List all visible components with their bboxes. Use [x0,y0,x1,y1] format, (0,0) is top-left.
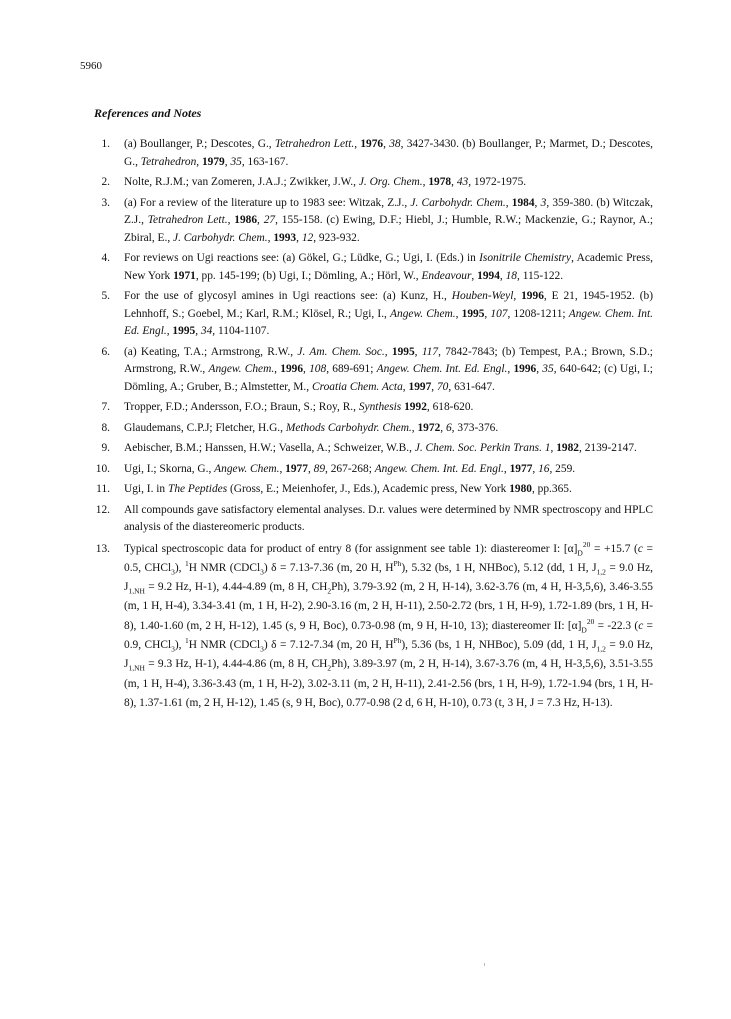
reference-item [80,344,653,397]
reference-number: 12. [95,503,110,516]
reference-text: (a) For a review of the literature up to 1983 see: Witzak, Z.J., J. Carbohydr. Chem., 1984, 3, 359-380. (b) Witczak, Z.J., Tetrahedron Lett., 1986, 27, 155-158. (c) Ewing, D.F.; Hiebl, J.; Humble, R.W.; Mackenzie, G.; Raynor, A.; Zbiral, E., J. Carbohydr. Chem., 1993, 12, 923-932. [124,196,653,244]
reference-item [80,250,653,285]
reference-text: Aebischer, B.M.; Hanssen, H.W.; Vasella, A.; Schweizer, W.B., J. Chem. Soc. Perkin Trans. 1, 1982, 2139-2147. [124,442,637,454]
reference-number: 10. [95,462,110,475]
reference-number: 1. [101,138,110,150]
reference-number: 4. [101,252,110,264]
reference-text: For reviews on Ugi reactions see: (a) Gökel, G.; Lüdke, G.; Ugi, I. (Eds.) in Isonitrile Chemistry, Academic Press, New York 1971, pp. 145-199; (b) Ugi, I.; Dömling, A.; Hörl, W., Endeavour, 1994, 18, 115-122. [124,252,653,282]
reference-item [80,399,653,417]
reference-number: 2. [101,176,110,188]
reference-text: Ugi, I. in The Peptides (Gross, E.; Meienhofer, J., Eds.), Academic press, New York 1980, pp.365. [124,483,572,495]
reference-text: Glaudemans, C.P.J; Fletcher, H.G., Methods Carbohydr. Chem., 1972, 6, 373-376. [124,421,499,434]
reference-number: 11. [96,483,110,495]
reference-text: All compounds gave satisfactory elemental analyses. D.r. values were determined by NMR spectroscopy and HPLC analysis of the diastereomeric products. [124,503,653,533]
reference-list [80,136,653,716]
reference-text: Nolte, R.J.M.; van Zomeren, J.A.J.; Zwikker, J.W., J. Org. Chem., 1978, 43, 1972-1975. [124,176,527,188]
reference-number: 13. [95,542,110,555]
reference-number: 9. [101,442,110,454]
reference-item [80,420,653,438]
reference-text: Typical spectroscopic data for product of entry 8 (for assignment see table 1): diastereomer I: $[\alpha]_D^{20} = +15.7$ (c = 0.5, CHCl$_3$), $^1$H NMR (CDCl$_3$) δ = 7.13-7.36 (m, 20 H, $H^{Ph}$), 5.32 (bs, 1 H, NHBoc), 5.12 (dd, 1 H, $J_{1,2} = 9.0$ Hz, $J_{1,NH} = 9.2$ Hz, H-1), 4.44-4.89 (m, 8 H, $CH_2Ph$), 3.79-3.92 (m, 2 H, H-14), 3.62-3.76 (m, 4 H, H-3,5,6), 3.46-3.55 (m, 1 H, H-4), 3.34-3.41 (m, 1 H, H-2), 2.90-3.16 (m, 2 H, H-11), 2.50-2.72 (brs, 1 H, H-9), 1.72-1.89 (brs, 1 H, H-8), 1.40-1.60 (m, 2 H, H-12), 1.45 (s, 9 H, Boc), 0.73-0.98 (m, 9 H, H-10, 13); diastereomer II: $[\alpha]_D^{20} = -22.3$ (c = 0.9, CHCl$_3$), $^1$H NMR (CDCl$_3$) δ = 7.12-7.34 (m, 20 H, $H^{Ph}$), 5.36 (bs, 1 H, NHBoc), 5.09 (dd, 1 H, $J_{1,2} = 9.0$ Hz, $J_{1,NH} = 9.3$ Hz, H-1), 4.44-4.86 (m, 8 H, $CH_2Ph$), 3.89-3.97 (m, 2 H, H-14), 3.67-3.76 (m, 4 H, H-3,5,6), 3.51-3.55 (m, 1 H, H-4), 3.36-3.43 (m, 1 H, H-2), 3.02-3.11 (m, 2 H, H-11), 2.41-2.56 (brs, 1 H, H-9), 1.72-1.94 (brs, 1 H, H-8), 1.37-1.61 (m, 2 H, H-12), 1.45 (s, 9 H, Boc), 0.77-0.98 (2 d, 6 H, H-10), 0.73 (t, 3 H, J = 7.3 Hz, H-13). [124,539,654,709]
reference-text: Ugi, I.; Skorna, G., Angew. Chem., 1977, 89, 267-268; Angew. Chem. Int. Ed. Engl., 1977, 16, 259. [124,462,576,475]
reference-text: (a) Keating, T.A.; Armstrong, R.W., J. Am. Chem. Soc., 1995, 117, 7842-7843; (b) Tempest, P.A.; Brown, S.D.; Armstrong, R.W., Angew. Chem., 1996, 108, 689-691; Angew. Chem. Int. Ed. Engl., 1996, 35, 640-642; (c) Ugi, I.; Dömling, A.; Gruber, B.; Almstetter, M., Croatia Chem. Acta, 1997, 70, 631-647. [124,345,653,393]
reference-item [80,540,653,714]
reference-text: Tropper, F.D.; Andersson, F.O.; Braun, S.; Roy, R., Synthesis 1992, 618-620. [124,401,474,413]
page-number: 5960 [80,60,102,72]
reference-text: For the use of glycosyl amines in Ugi reactions see: (a) Kunz, H., Houben-Weyl, 1996, E 21, 1945-1952. (b) Lehnhoff, S.; Goebel, M.; Karl, R.M.; Klösel, R.; Ugi, I., Angew. Chem., 1995, 107, 1208-1211; Angew. Chem. Int. Ed. Engl., 1995, 34, 1104-1107. [124,290,654,337]
reference-item [80,136,653,171]
reference-number: 6. [101,345,110,358]
reference-item [80,288,653,341]
reference-number: 8. [101,421,110,434]
scan-speck [484,963,485,966]
reference-text: (a) Boullanger, P.; Descotes, G., Tetrahedron Lett., 1976, 38, 3427-3430. (b) Boullanger, P.; Marmet, D.; Descotes, G., Tetrahedron, 1979, 35, 163-167. [124,138,653,168]
reference-item [80,481,653,499]
reference-item [80,174,653,192]
reference-item [80,461,653,479]
reference-number: 3. [101,196,110,209]
reference-item [80,502,653,537]
reference-number: 7. [101,401,110,413]
reference-item [80,195,653,248]
reference-item [80,440,653,458]
section-title: References and Notes [94,106,202,120]
reference-number: 5. [101,290,110,302]
